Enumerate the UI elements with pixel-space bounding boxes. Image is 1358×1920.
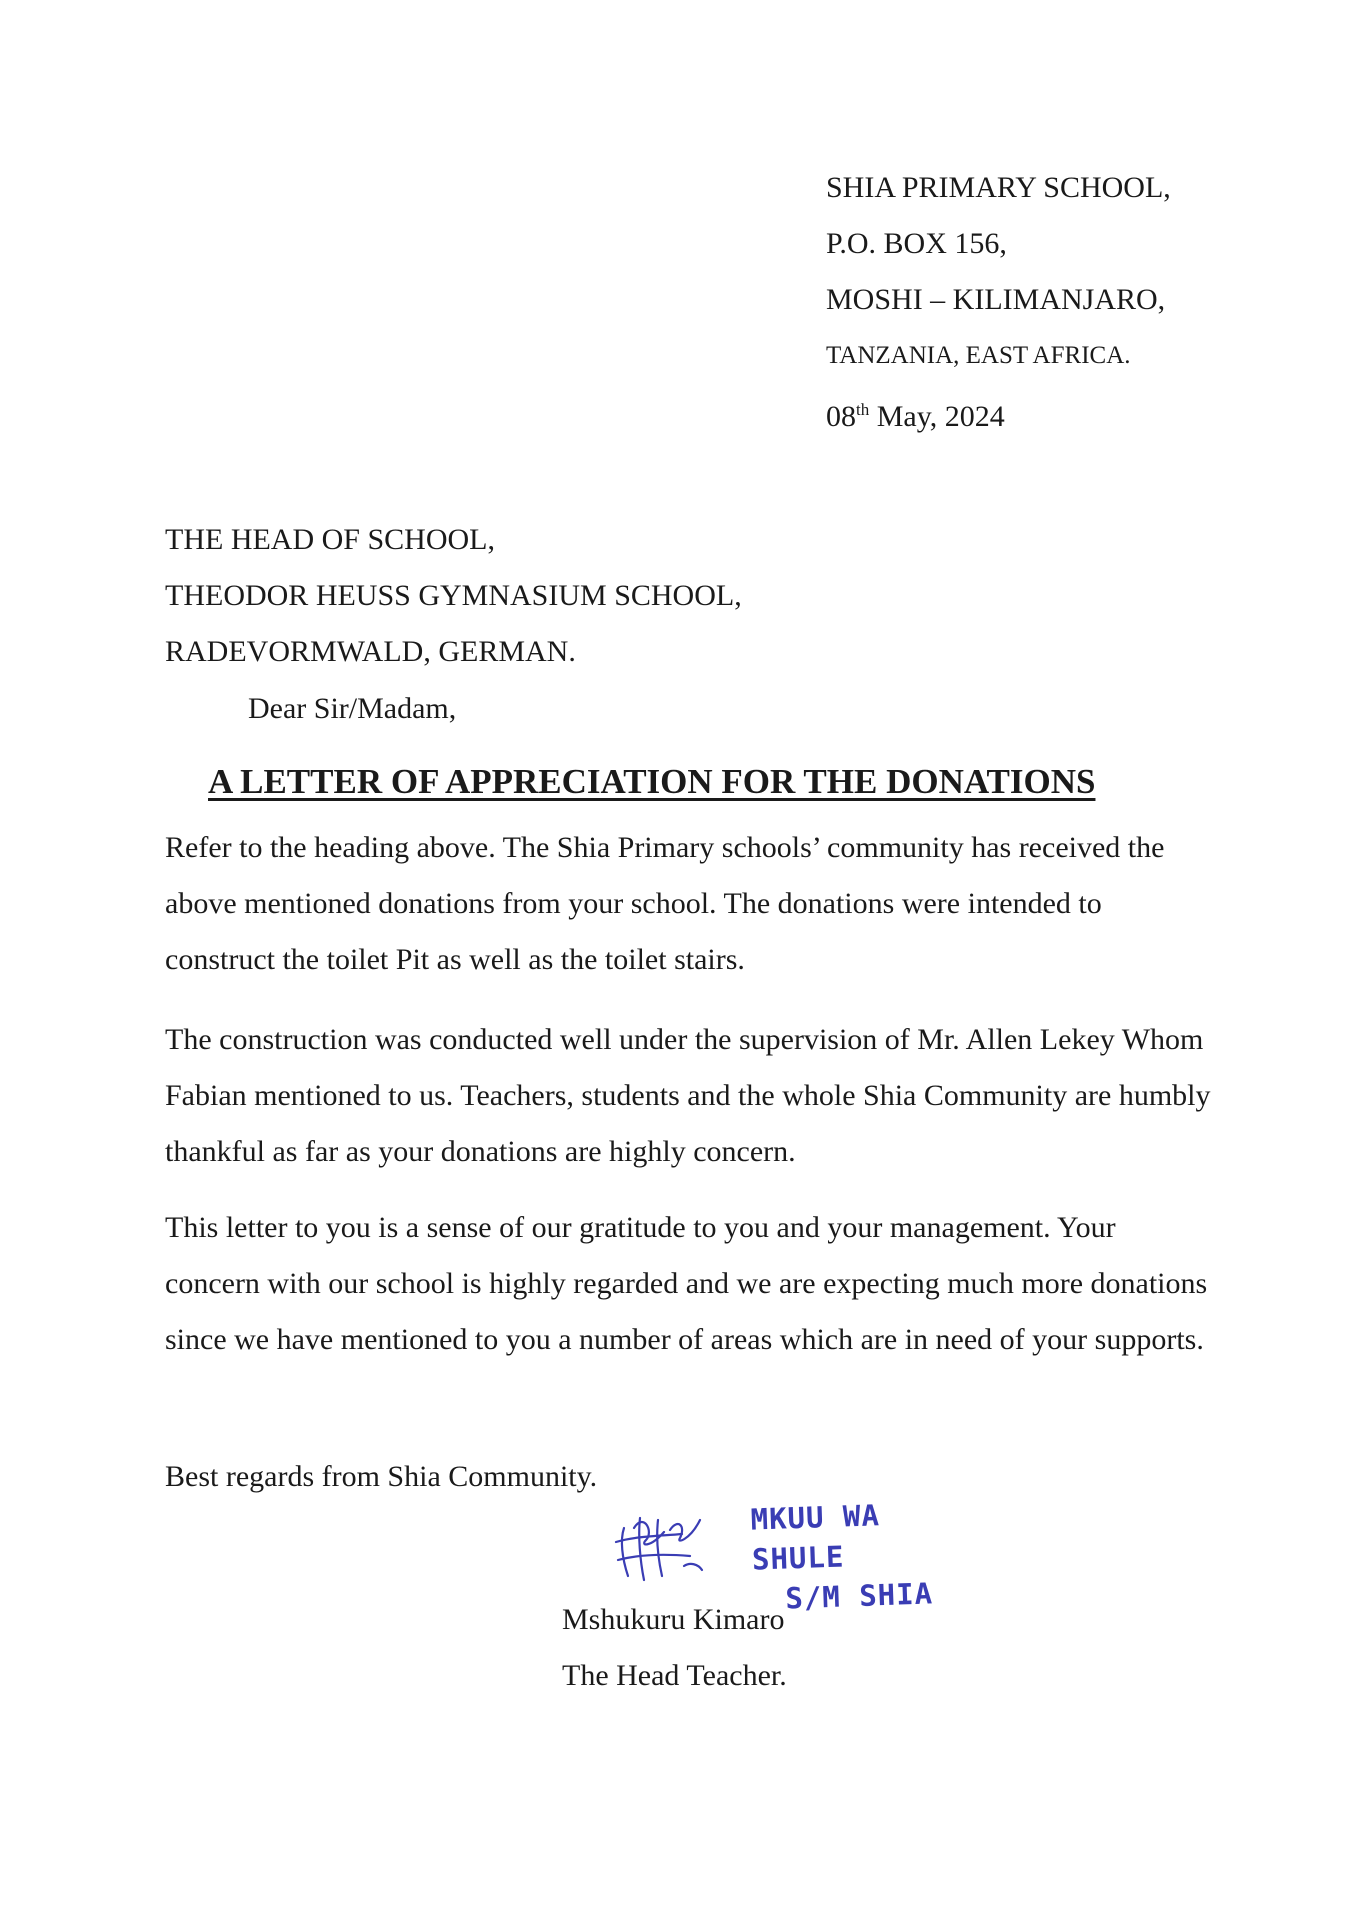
recipient-line-1: THE HEAD OF SCHOOL, <box>165 523 495 556</box>
sender-country: TANZANIA, EAST AFRICA. <box>826 342 1131 369</box>
body-paragraph-2: The construction was conducted well under the supervision of Mr. Allen Lekey Whom Fabian mentioned to us. Teachers, students and the whole Shia Community are humbly thankful as far as your donations are highly concern. <box>165 1023 1211 1168</box>
date-suffix: th <box>856 400 870 419</box>
recipient-line-3: RADEVORMWALD, GERMAN. <box>165 635 576 668</box>
body-paragraph-3: This letter to you is a sense of our gratitude to you and your management. Your concern with our school is highly regarded and we are expecting much more donations since we have mentioned to you a number of areas which are in need of your supports. <box>165 1211 1208 1356</box>
sender-city: MOSHI – KILIMANJARO, <box>826 283 1166 316</box>
signatory-title: The Head Teacher. <box>562 1659 787 1692</box>
closing-line: Best regards from Shia Community. <box>165 1460 598 1493</box>
letter-heading: A LETTER OF APPRECIATION FOR THE DONATIONS <box>208 762 1096 801</box>
body-paragraph-1: Refer to the heading above. The Shia Primary schools’ community has received the above mentioned donations from your school. The donations were intended to construct the toilet Pit as well as the toilet stairs. <box>165 831 1165 976</box>
signatory-name: Mshukuru Kimaro <box>562 1603 785 1636</box>
recipient-line-2: THEODOR HEUSS GYMNASIUM SCHOOL, <box>165 579 742 612</box>
recipient-address <box>165 512 742 680</box>
sender-school-name: SHIA PRIMARY SCHOOL, <box>826 171 1171 204</box>
letter-date <box>826 400 1005 434</box>
sender-address <box>826 160 1171 384</box>
date-day: 08 <box>826 400 856 433</box>
stamp-line-1: MKUU WA SHULE <box>750 1498 881 1577</box>
signatory <box>562 1592 787 1704</box>
salutation: Dear Sir/Madam, <box>248 692 457 725</box>
stamp-line-2: S/M SHIA <box>784 1576 934 1616</box>
date-rest: May, 2024 <box>869 400 1005 433</box>
handwritten-signature <box>610 1506 710 1586</box>
sender-po-box: P.O. BOX 156, <box>826 227 1007 260</box>
